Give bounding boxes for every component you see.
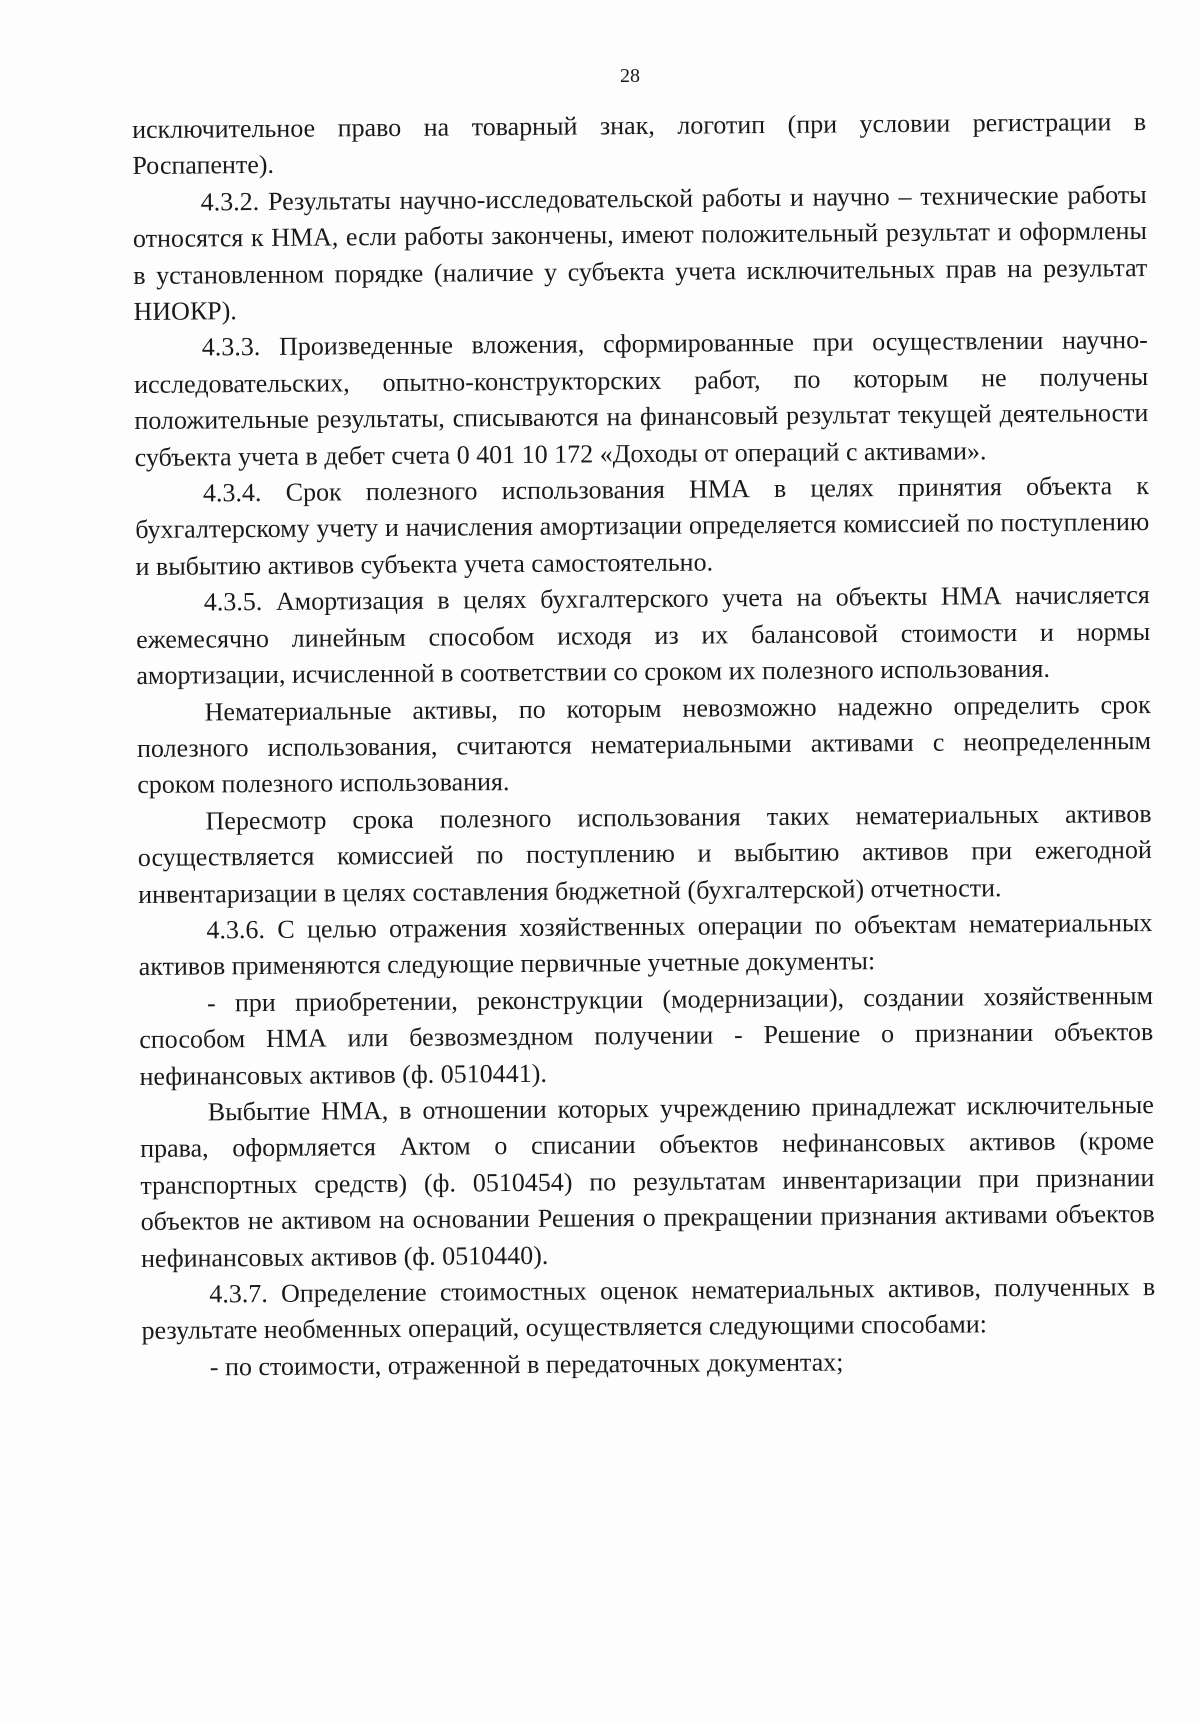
paragraph-4-3-2: 4.3.2. Результаты научно-исследовательской работы и научно – технические работы относятся к НМА, если работы закончены, имеют положительный результат и оформлены в установленном порядке (наличие у субъекта учета исключительных прав на результат НИОКР). [132,179,1148,327]
document-body [132,104,1156,1386]
paragraph-disposal: Выбытие НМА, в отношении которых учреждению принадлежат исключительные права, оформляется Актом о списании объектов нефинансовых активов (кроме транспортных средств) (ф. 0510454) по результатам инвентаризации при признании объектов не активом на основании Решения о прекращении признания активами объектов нефинансовых активов (ф. 0510440). [140,1089,1155,1273]
list-item-transfer-documents: - по стоимости, отраженной в передаточных документах; [209,1347,844,1382]
paragraph-review-term: Пересмотр срока полезного использования таких нематериальных активов осуществляется комиссией по поступлению и выбытию активов при ежегодной инвентаризации в целях составления бюджетной (бухгалтерской) отчетности. [137,798,1152,909]
page-number: 28 [620,65,640,87]
paragraph-4-3-6: 4.3.6. С целью отражения хозяйственных операции по объектам нематериальных активов применяются следующие первичные учетные документы: [138,907,1153,982]
paragraph-indefinite-life: Нематериальные активы, по которым невозможно надежно определить срок полезного использования, считаются нематериальными активами с неопределенным сроком полезного использования. [136,689,1152,800]
list-item-acquisition: - при приобретении, реконструкции (модернизации), создании хозяйственным способом НМА или безвозмездном получении - Решение о признании объектов нефинансовых активов (ф. 0510441). [139,980,1154,1091]
paragraph-4-3-4: 4.3.4. Срок полезного использования НМА в целях принятия объекта к бухгалтерскому учету и начисления амортизации определяется комиссией по поступлению и выбытию активов субъекта учета самостоятельно. [135,471,1150,581]
paragraph-4-3-3: 4.3.3. Произведенные вложения, сформированные при осуществлении научно-исследовательских, опытно-конструкторских работ, по которым не получены положительные результаты, списываются на финансовый результат текущей деятельности субъекта учета в дебет счета 0 401 10 172 «Доходы от операций с активами». [134,325,1149,472]
paragraph-4-3-5: 4.3.5. Амортизация в целях бухгалтерского учета на объекты НМА начисляется ежемесячно линейным способом исходя из их балансовой стоимости и нормы амортизации, исчисленной в соответствии со сроком их полезного использования. [136,580,1151,691]
paragraph-continuation: исключительное право на товарный знак, логотип (при условии регистрации в Роспапенте). [132,107,1147,181]
paragraph-4-3-7: 4.3.7. Определение стоимостных оценок нематериальных активов, полученных в результате необменных операций, осуществляется следующими способами: [141,1272,1156,1346]
